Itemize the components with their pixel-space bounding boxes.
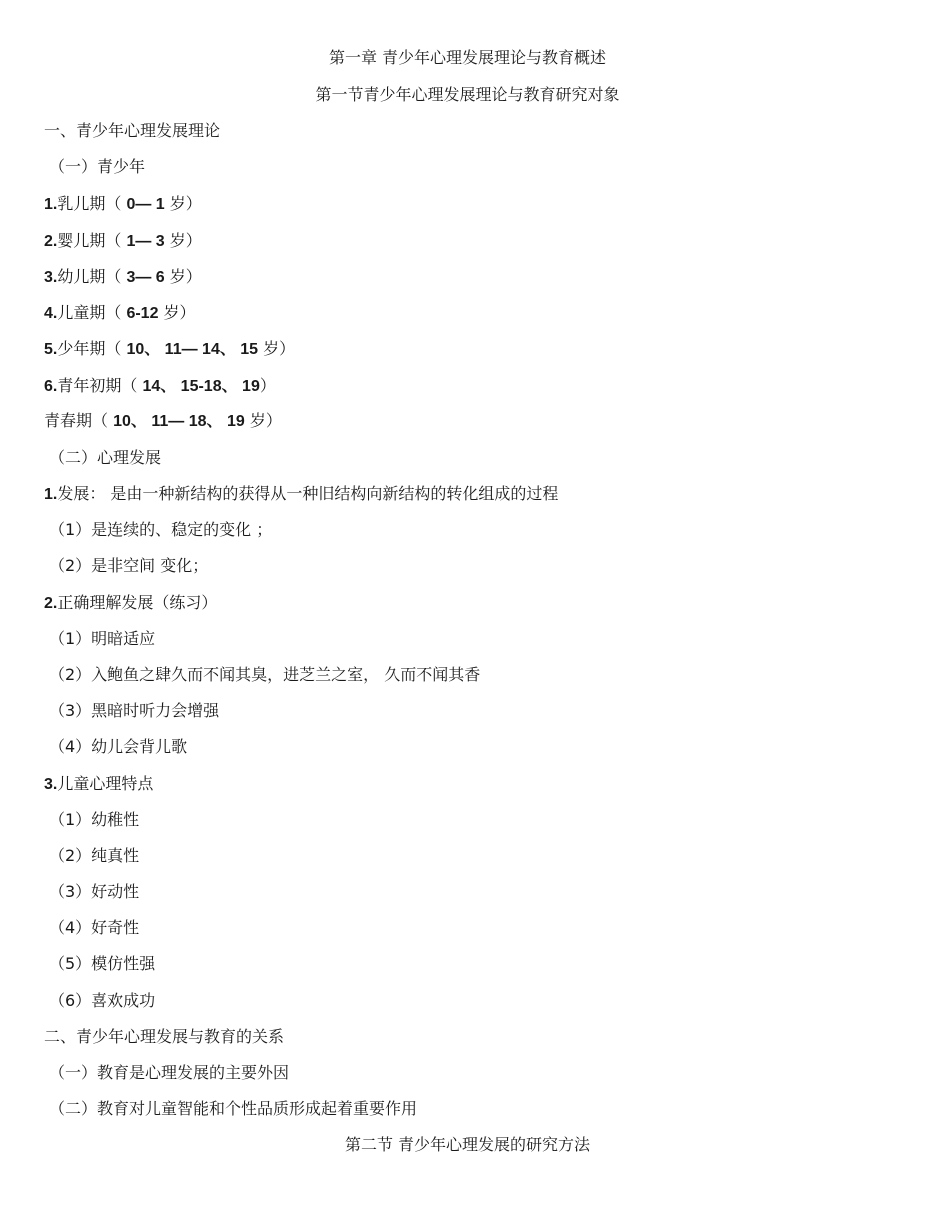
section-title-1: 第一节青少年心理发展理论与教育研究对象 [315,85,620,104]
development-understanding: 2.正确理解发展（练习） [44,593,218,612]
section-title-2: 第二节 青少年心理发展的研究方法 [344,1135,591,1154]
list-item: （2）纯真性 [49,846,140,865]
list-item: （5）模仿性强 [49,954,156,973]
puberty-item: 青春期（ 10、 11— 18、 19 岁） [44,411,282,430]
period-item: 6.青年初期（ 14、 15-18、 19） [44,376,276,395]
period-item: 2.婴儿期（ 1— 3 岁） [44,231,202,250]
list-item: （二）教育对儿童智能和个性品质形成起着重要作用 [49,1099,418,1118]
list-item: （2）是非空间 变化； [49,556,209,575]
part-heading-2: 二、青少年心理发展与教育的关系 [44,1027,285,1046]
list-item: （3）好动性 [49,882,140,901]
period-item: 3.幼儿期（ 3— 6 岁） [44,267,202,286]
list-item: （6）喜欢成功 [49,991,156,1010]
development-definition: 1.发展： 是由一种新结构的获得从一种旧结构向新结构的转化组成的过程 [44,484,559,503]
list-item: （4）幼儿会背儿歌 [49,737,188,756]
period-item: 4.儿童期（ 6-12 岁） [44,303,196,322]
sub-heading-development: （二）心理发展 [49,448,162,467]
sub-heading-youth: （一）青少年 [49,157,146,176]
list-item: （1）幼稚性 [49,810,140,829]
chapter-title: 第一章 青少年心理发展理论与教育概述 [328,48,607,67]
list-item: （2）入鲍鱼之肆久而不闻其臭，进芝兰之室， 久而不闻其香 [49,665,481,684]
list-item: （4）好奇性 [49,918,140,937]
child-traits-heading: 3.儿童心理特点 [44,774,154,793]
list-item: （一）教育是心理发展的主要外因 [49,1063,290,1082]
list-item: （1）是连续的、稳定的变化 ； [49,520,273,539]
list-item: （1）明暗适应 [49,629,156,648]
list-item: （3）黑暗时听力会增强 [49,701,220,720]
period-item: 1.乳儿期（ 0— 1 岁） [44,194,202,213]
period-item: 5.少年期（ 10、 11— 14、 15 岁） [44,339,296,358]
part-heading-1: 一、青少年心理发展理论 [44,121,221,140]
